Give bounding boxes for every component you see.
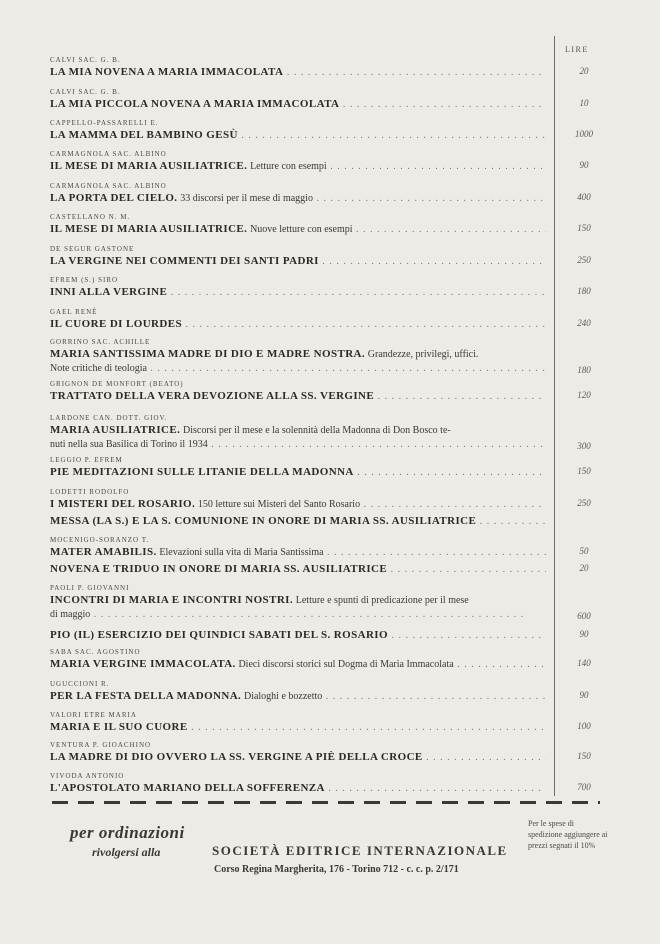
catalog-entry <box>50 338 598 376</box>
catalog-entry <box>50 276 598 300</box>
entry-subtitle: Grandezze, privilegi, uffici. <box>367 349 479 360</box>
entry-price: 100 <box>577 721 591 731</box>
entry-title: LA MADRE DI DIO OVVERO LA SS. VERGINE A PIÈ DELLA CROCE <box>50 751 423 763</box>
entry-author: PAOLI P. GIOVANNI <box>50 584 130 592</box>
entry-subtitle: 150 letture sui Misteri del Santo Rosario <box>197 499 361 510</box>
entry-title: NOVENA E TRIDUO IN ONORE DI MARIA SS. AUSILIATRICE <box>50 563 388 575</box>
entry-author: SABA SAC. AGOSTINO <box>50 648 141 656</box>
order-line-2: rivolgersi alla <box>92 845 161 859</box>
entry-author: LODETTI RODOLFO <box>50 488 130 496</box>
catalog-entry <box>50 182 598 206</box>
entry-title: MARIA E IL SUO CUORE <box>50 721 188 733</box>
entry-title-line <box>50 497 546 512</box>
entry-title-line <box>50 285 546 300</box>
catalog-entry <box>50 628 598 643</box>
catalog-entry <box>50 213 598 237</box>
entry-author: EFREM (S.) SIRO <box>50 276 119 284</box>
entry-price: 300 <box>577 441 591 451</box>
entry-author: CALVI SAC. G. B. <box>50 56 121 64</box>
entry-price: 250 <box>577 255 591 265</box>
entry-title-line <box>50 254 546 269</box>
entry-price: 90 <box>579 690 589 700</box>
catalog-entry <box>50 150 598 174</box>
entry-title-line <box>50 781 546 796</box>
entry-price: 250 <box>577 498 591 508</box>
entry-price: 140 <box>577 658 591 668</box>
entry-subtitle: 33 discorsi per il mese di maggio <box>180 193 313 204</box>
catalog-entry <box>50 380 598 404</box>
entry-subtitle-continued: Note critiche di teologia . . . <box>50 362 546 376</box>
entry-price: 240 <box>577 318 591 328</box>
entry-price: 180 <box>577 365 591 375</box>
entry-title-line <box>50 423 546 438</box>
entry-title-line <box>50 97 546 112</box>
catalog-entry <box>50 741 598 765</box>
entry-author: GRIGNON DE MONFORT (BEATO) <box>50 380 184 388</box>
entry-title: I MISTERI DEL ROSARIO. <box>50 498 196 510</box>
catalog-entry <box>50 56 598 80</box>
entry-title: IL MESE DI MARIA AUSILIATRICE. <box>50 223 248 235</box>
catalog-entry <box>50 536 598 560</box>
entry-title-line <box>50 514 546 529</box>
entry-price: 10 <box>579 98 589 108</box>
entry-author: VENTURA P. GIOACHINO <box>50 741 152 749</box>
entry-price: 90 <box>579 160 589 170</box>
entry-title: LA MIA NOVENA A MARIA IMMACOLATA <box>50 66 284 78</box>
dashed-divider <box>52 801 600 804</box>
entry-author: CARMAGNOLA SAC. ALBINO <box>50 182 167 190</box>
catalog-entry <box>50 88 598 112</box>
entry-author: GORRINO SAC. ACHILLE <box>50 338 151 346</box>
entry-title-line <box>50 347 546 362</box>
entry-price: 180 <box>577 286 591 296</box>
catalog-entry <box>50 308 598 332</box>
entry-author: GAEL RENÉ <box>50 308 98 316</box>
publisher-address: Corso Regina Margherita, 176 - Torino 712 - c. c. p. 2/171 <box>214 864 459 875</box>
entry-subtitle-continued: nuti nella sua Basilica di Torino il 1934 . . . <box>50 438 546 452</box>
entry-title: PIO (IL) ESERCIZIO DEI QUINDICI SABATI DEL S. ROSARIO <box>50 629 388 641</box>
entry-author: LEGGIO P. EFREM <box>50 456 123 464</box>
entry-title-line <box>50 128 546 143</box>
entry-author: LARDONE CAN. DOTT. GIOV. <box>50 414 168 422</box>
entry-author: CALVI SAC. G. B. <box>50 88 121 96</box>
entry-subtitle: Letture e spunti di predicazione per il mese <box>295 595 469 606</box>
entry-title: MESSA (LA S.) E LA S. COMUNIONE IN ONORE DI MARIA SS. AUSILIATRICE <box>50 515 477 527</box>
entry-title-line <box>50 465 546 480</box>
price-column-header: LIRE <box>565 45 589 54</box>
entry-price: 150 <box>577 751 591 761</box>
entry-subtitle-continued: di maggio . . . <box>50 608 546 622</box>
entry-price: 150 <box>577 223 591 233</box>
entry-title: MARIA SANTISSIMA MADRE DI DIO E MADRE NOSTRA. <box>50 348 366 360</box>
entry-price: 1000 <box>575 129 593 139</box>
entry-title-line <box>50 657 546 672</box>
catalog-entry <box>50 245 598 269</box>
entry-title-line <box>50 191 546 206</box>
entry-title: MARIA AUSILIATRICE. <box>50 424 181 436</box>
catalog-entry <box>50 772 598 796</box>
entry-title: PER LA FESTA DELLA MADONNA. <box>50 690 242 702</box>
catalog-entry <box>50 584 598 622</box>
entry-subtitle: Elevazioni sulla vita di Maria Santissima <box>159 547 324 558</box>
entry-title: LA MIA PICCOLA NOVENA A MARIA IMMACOLATA <box>50 98 340 110</box>
entry-subtitle: Dieci discorsi storici sul Dogma di Maria Immacolata <box>238 659 454 670</box>
entry-price: 50 <box>579 546 589 556</box>
entry-title: INNI ALLA VERGINE <box>50 286 168 298</box>
entry-author: UGUCCIONI R. <box>50 680 110 688</box>
entry-title: LA PORTA DEL CIELO. <box>50 192 178 204</box>
entry-title-line <box>50 317 546 332</box>
entry-title-line <box>50 545 546 560</box>
entry-title-line <box>50 389 546 404</box>
catalog-entry <box>50 711 598 735</box>
entry-price: 600 <box>577 611 591 621</box>
catalog-entry <box>50 119 598 143</box>
entry-subtitle: Discorsi per il mese e la solennità della Madonna di Don Bosco te- <box>183 425 451 436</box>
catalog-entry <box>50 488 598 512</box>
entry-title: MATER AMABILIS. <box>50 546 157 558</box>
entry-title-line <box>50 689 546 704</box>
entry-subtitle: Letture con esempi <box>250 161 327 172</box>
entry-title-line <box>50 628 546 643</box>
entry-title-line <box>50 750 546 765</box>
entry-title: LA VERGINE NEI COMMENTI DEI SANTI PADRI <box>50 255 319 267</box>
entry-price: 20 <box>579 66 589 76</box>
entry-author: VIVODA ANTONIO <box>50 772 125 780</box>
entry-price: 90 <box>579 629 589 639</box>
entry-author: CASTELLANO N. M. <box>50 213 131 221</box>
catalog-entry <box>50 648 598 672</box>
entry-title-line <box>50 222 546 237</box>
entry-title: TRATTATO DELLA VERA DEVOZIONE ALLA SS. VERGINE <box>50 390 375 402</box>
entry-title: PIE MEDITAZIONI SULLE LITANIE DELLA MADONNA <box>50 466 354 478</box>
entry-subtitle: Nuove letture con esempi <box>250 224 353 235</box>
order-line-1: per ordinazioni <box>70 823 185 842</box>
entry-author: CARMAGNOLA SAC. ALBINO <box>50 150 167 158</box>
catalog-entry <box>50 680 598 704</box>
entry-price: 20 <box>579 563 589 573</box>
entry-author: VALORI ETRE MARIA <box>50 711 137 719</box>
entry-title: L'APOSTOLATO MARIANO DELLA SOFFERENZA <box>50 782 325 794</box>
entry-title: LA MAMMA DEL BAMBINO GESÙ <box>50 129 238 141</box>
entry-price: 150 <box>577 466 591 476</box>
entry-title: MARIA VERGINE IMMACOLATA. <box>50 658 236 670</box>
entry-price: 400 <box>577 192 591 202</box>
entry-title: IL CUORE DI LOURDES <box>50 318 182 330</box>
entry-title-line <box>50 593 546 608</box>
catalog-entry <box>50 514 598 529</box>
shipping-note: Per le spese di spedizione aggiungere ai prezzi segnati il 10% <box>528 819 608 850</box>
entry-title-line <box>50 65 546 80</box>
entry-price: 700 <box>577 782 591 792</box>
catalog-entry <box>50 414 598 452</box>
publisher-name: SOCIETÀ EDITRICE INTERNAZIONALE <box>212 843 508 858</box>
entry-author: CAPPELLO-PASSARELLI E. <box>50 119 159 127</box>
catalog-entry <box>50 456 598 480</box>
entry-author: MOCENIGO-SORANZO T. <box>50 536 150 544</box>
entry-title-line <box>50 562 546 577</box>
entry-title-line <box>50 720 546 735</box>
catalog-entry <box>50 562 598 577</box>
entry-author: DE SEGUR GASTONE <box>50 245 135 253</box>
entry-price: 120 <box>577 390 591 400</box>
entry-title-line <box>50 159 546 174</box>
entry-title: IL MESE DI MARIA AUSILIATRICE. <box>50 160 248 172</box>
entry-title: INCONTRI DI MARIA E INCONTRI NOSTRI. <box>50 594 293 606</box>
entry-subtitle: Dialoghi e bozzetto <box>243 691 323 702</box>
